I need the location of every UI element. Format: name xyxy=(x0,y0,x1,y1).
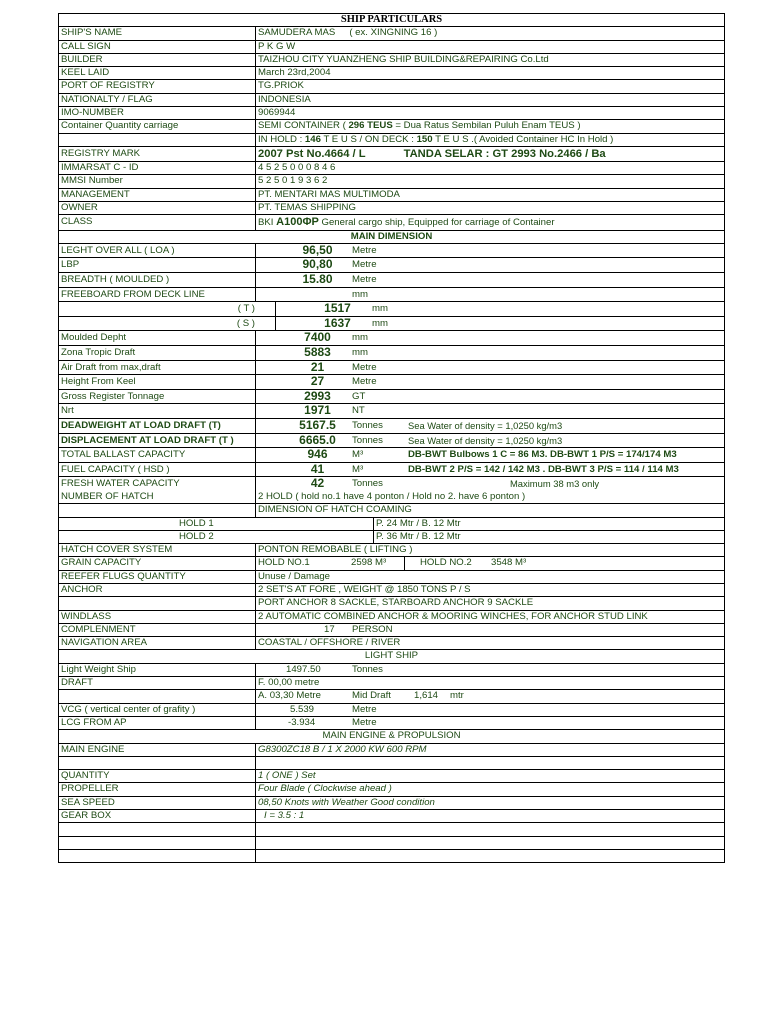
dimension-label: Nrt xyxy=(59,404,256,418)
reefer-label: REEFER FLUGS QUANTITY xyxy=(59,571,256,583)
dimension-value: 15.80 xyxy=(302,273,333,287)
registry-value: 2007 Pst No.4664 / L xyxy=(258,147,366,160)
draft-forward: F. 00,00 metre xyxy=(258,677,320,689)
hatch-number-label: NUMBER OF HATCH xyxy=(59,491,256,503)
engine-heading-row xyxy=(59,730,724,743)
call-sign-label: CALL SIGN xyxy=(59,41,256,53)
lcg-row xyxy=(59,717,724,730)
dimension-label: BREADTH ( MOULDED ) xyxy=(59,273,256,287)
dimension-unit: NT xyxy=(352,405,365,417)
keel-value: March 23rd,2004 xyxy=(258,67,331,79)
propeller-label: PROPELLER xyxy=(59,783,256,795)
mid-draft-label: Mid Draft xyxy=(352,690,391,702)
dimension-row xyxy=(59,434,724,449)
deck-num: 150 xyxy=(416,133,433,145)
vcg-value: 5.539 xyxy=(290,703,315,715)
windlass-row xyxy=(59,611,724,624)
builder-row xyxy=(59,54,724,67)
dimension-unit: Tonnes xyxy=(352,419,383,431)
dimension-row xyxy=(59,273,724,288)
windlass-label: WINDLASS xyxy=(59,611,256,623)
inmarsat-value: 4 5 2 5 0 0 0 8 4 6 xyxy=(258,162,336,174)
dimension-label: LEGHT OVER ALL ( LOA ) xyxy=(59,244,256,258)
light-weight-row xyxy=(59,664,724,677)
vcg-label: VCG ( vertical center of grafity ) xyxy=(59,704,256,716)
lcg-value: -3.934 xyxy=(288,716,316,728)
dimension-value: 96,50 xyxy=(302,243,333,257)
dimension-row xyxy=(59,448,724,463)
grain-capacity-row xyxy=(59,557,724,570)
dimension-value: 6665.0 xyxy=(299,433,336,447)
complement-row xyxy=(59,624,724,637)
hatch-cover-label: HATCH COVER SYSTEM xyxy=(59,544,256,556)
dimension-row xyxy=(59,317,724,332)
dimension-note: Sea Water of density = 1,0250 kg/m3 xyxy=(408,434,563,446)
light-ship-heading: LIGHT SHIP xyxy=(364,650,419,662)
quantity-value: 1 ( ONE ) Set xyxy=(258,770,316,782)
draft-row xyxy=(59,677,724,690)
grain-divider xyxy=(404,557,405,569)
dimension-unit: Metre xyxy=(352,259,377,271)
draft-aft: A. 03,30 Metre xyxy=(258,690,321,702)
hatch-cover-value: PONTON REMOBABLE ( LIFTING ) xyxy=(258,544,413,556)
anchor-value-2: PORT ANCHOR 8 SACKLE, STARBOARD ANCHOR 9 SACKLE xyxy=(258,597,534,609)
reefer-row xyxy=(59,571,724,584)
lcg-unit: Metre xyxy=(352,716,377,728)
ship-name-value: SAMUDERA MAS xyxy=(258,27,336,39)
windlass-value: 2 AUTOMATIC COMBINED ANCHOR & MOORING WINCHES, FOR ANCHOR STUD LINK xyxy=(258,610,648,622)
ship-name-ex: ( ex. XINGNING 16 ) xyxy=(349,27,438,39)
port-label: PORT OF REGISTRY xyxy=(59,80,256,92)
hatch-cover-row xyxy=(59,544,724,557)
hold1-value: P. 24 Mtr / B. 12 Mtr xyxy=(376,517,461,529)
hold-pre: IN HOLD : xyxy=(258,133,303,145)
call-sign-row xyxy=(59,41,724,54)
inmarsat-row xyxy=(59,162,724,175)
dimension-unit: M³ xyxy=(352,449,364,461)
dimension-row xyxy=(59,404,724,419)
vcg-unit: Metre xyxy=(352,703,377,715)
dimension-value: 42 xyxy=(310,477,325,491)
complement-unit: PERSON xyxy=(352,623,393,635)
builder-value: TAIZHOU CITY YUANZHENG SHIP BUILDING&REPAIRING Co.Ltd xyxy=(258,53,549,65)
dimension-unit: mm xyxy=(352,288,368,300)
mid-draft-unit: mtr xyxy=(450,690,464,702)
navigation-row xyxy=(59,637,724,650)
builder-label: BUILDER xyxy=(59,54,256,66)
dimension-value: 2993 xyxy=(304,389,331,403)
blank-row xyxy=(59,757,724,770)
class-code: A100ΦP xyxy=(276,216,319,229)
dimension-value: 41 xyxy=(310,462,325,476)
management-value: PT. MENTARI MAS MULTIMODA xyxy=(258,188,400,200)
dimension-value: 1637 xyxy=(324,316,351,330)
grain-hold2-value: 3548 M³ xyxy=(491,557,527,569)
container-label: Container Quantity carriage xyxy=(59,120,256,132)
hatch-coaming-row xyxy=(59,504,724,517)
dimension-value: 5883 xyxy=(304,345,331,359)
dimension-row xyxy=(59,288,724,303)
dimension-row xyxy=(59,477,724,491)
dimension-unit: Metre xyxy=(352,361,377,373)
dimension-label: Height From Keel xyxy=(59,375,256,389)
dimension-label: Gross Register Tonnage xyxy=(59,390,256,404)
draft-aft-row xyxy=(59,690,724,703)
dimension-unit: M³ xyxy=(352,463,364,475)
dimension-label: Zona Tropic Draft xyxy=(59,346,256,360)
dimension-row xyxy=(59,258,724,273)
dimension-note: Sea Water of density = 1,0250 kg/m3 xyxy=(408,419,563,431)
main-dimension-heading-row xyxy=(59,231,724,244)
dimension-label: ( S ) xyxy=(59,317,276,331)
dimension-row xyxy=(59,244,724,259)
quantity-label: QUANTITY xyxy=(59,770,256,782)
keel-label: KEEL LAID xyxy=(59,67,256,79)
main-engine-row xyxy=(59,744,724,757)
complement-label: COMPLENMENT xyxy=(59,624,256,636)
flag-value: INDONESIA xyxy=(258,93,311,105)
dimension-note: Maximum 38 m3 only xyxy=(510,478,600,490)
dimension-label: FRESH WATER CAPACITY xyxy=(59,477,256,491)
mmsi-value: 5 2 5 0 1 9 3 6 2 xyxy=(258,175,328,187)
dimension-row xyxy=(59,302,724,317)
container-pre: SEMI CONTAINER ( xyxy=(258,120,346,132)
management-label: MANAGEMENT xyxy=(59,189,256,201)
hold-mid: T E U S / ON DECK : xyxy=(323,133,414,145)
hatch-number-row xyxy=(59,491,724,504)
blank-row xyxy=(59,823,724,836)
dimension-row xyxy=(59,390,724,405)
registry-row xyxy=(59,147,724,162)
propeller-row xyxy=(59,783,724,796)
class-post: General cargo ship, Equipped for carriage of Container xyxy=(321,217,555,229)
navigation-label: NAVIGATION AREA xyxy=(59,637,256,649)
dimension-row xyxy=(59,346,724,361)
dimension-unit: mm xyxy=(372,317,388,329)
hold2-label: HOLD 2 xyxy=(59,531,374,543)
container-row xyxy=(59,120,724,133)
sea-speed-row xyxy=(59,797,724,810)
dimension-value: 5167.5 xyxy=(299,418,336,432)
dimension-label: Moulded Depht xyxy=(59,331,256,345)
dimension-label: FUEL CAPACITY ( HSD ) xyxy=(59,463,256,477)
lcg-label: LCG FROM AP xyxy=(59,717,256,729)
quantity-row xyxy=(59,770,724,783)
class-row xyxy=(59,215,724,230)
dimension-label: ( T ) xyxy=(59,302,276,316)
class-label: CLASS xyxy=(59,215,256,229)
dimension-label: DISPLACEMENT AT LOAD DRAFT (T ) xyxy=(59,434,256,448)
mmsi-label: MMSI Number xyxy=(59,175,256,187)
dimension-value: 7400 xyxy=(304,331,331,345)
dimension-row xyxy=(59,361,724,376)
hold2-value: P. 36 Mtr / B. 12 Mtr xyxy=(376,530,461,542)
imo-label: IMO-NUMBER xyxy=(59,107,256,119)
light-weight-label: Light Weight Ship xyxy=(59,664,256,676)
hold1-label: HOLD 1 xyxy=(59,518,374,530)
dimension-value: 946 xyxy=(307,448,328,462)
port-value: TG.PRIOK xyxy=(258,80,304,92)
flag-label: NATIONALTY / FLAG xyxy=(59,94,256,106)
gear-box-label: GEAR BOX xyxy=(59,810,256,822)
hatch-coaming-value: DIMENSION OF HATCH COAMING xyxy=(258,504,412,516)
dimension-unit: mm xyxy=(372,303,388,315)
page-title: SHIP PARTICULARS xyxy=(340,14,443,25)
container-post: = Dua Ratus Sembilan Puluh Enam TEUS ) xyxy=(395,120,581,132)
dimension-label: LBP xyxy=(59,258,256,272)
mid-draft-value: 1,614 xyxy=(414,690,439,702)
dimension-value: 27 xyxy=(310,375,325,389)
hatch-number-value: 2 HOLD ( hold no.1 have 4 ponton / Hold no 2. have 6 ponton ) xyxy=(258,490,526,502)
dimension-note: DB-BWT 2 P/S = 142 / 142 M3 . DB-BWT 3 P/S = 114 / 114 M3 xyxy=(408,463,679,475)
hold-num: 146 xyxy=(304,133,321,145)
dimension-label: TOTAL BALLAST CAPACITY xyxy=(59,448,256,462)
dimension-row xyxy=(59,331,724,346)
dimension-unit: Tonnes xyxy=(352,434,383,446)
container-teus: 296 TEUS xyxy=(348,120,393,132)
dimension-note: DB-BWT Bulbows 1 C = 86 M3. DB-BWT 1 P/S = 174/174 M3 xyxy=(408,449,677,461)
tanda-selar-value: TANDA SELAR : GT 2993 No.2466 / Ba xyxy=(403,147,606,160)
management-row xyxy=(59,189,724,202)
dimension-value: 1971 xyxy=(304,404,331,418)
ship-particulars-table xyxy=(58,13,725,863)
anchor-label: ANCHOR xyxy=(59,584,256,596)
grain-hold1-value: 2598 M³ xyxy=(351,557,387,569)
gear-box-value: I = 3.5 : 1 xyxy=(264,810,305,822)
anchor-row xyxy=(59,584,724,597)
grain-hold1-label: HOLD NO.1 xyxy=(258,557,310,569)
owner-row xyxy=(59,202,724,215)
imo-value: 9069944 xyxy=(258,107,296,119)
gear-box-row xyxy=(59,810,724,823)
port-row xyxy=(59,80,724,93)
main-dimension-rows xyxy=(59,244,724,491)
grain-hold2-label: HOLD NO.2 xyxy=(420,557,472,569)
mmsi-row xyxy=(59,175,724,188)
light-weight-unit: Tonnes xyxy=(352,663,383,675)
navigation-value: COASTAL / OFFSHORE / RIVER xyxy=(258,637,401,649)
blank-row xyxy=(59,837,724,850)
owner-value: PT. TEMAS SHIPPING xyxy=(258,202,356,214)
dimension-label: FREEBOARD FROM DECK LINE xyxy=(59,288,256,302)
main-dimension-heading: MAIN DIMENSION xyxy=(350,230,433,242)
anchor-value: 2 SET'S AT FORE , WEIGHT @ 1850 TONS P / S xyxy=(258,584,471,595)
ship-name-label: SHIP'S NAME xyxy=(59,27,256,39)
dimension-unit: Tonnes xyxy=(352,478,383,490)
hold2-row xyxy=(59,531,724,544)
propeller-value: Four Blade ( Clockwise ahead ) xyxy=(258,783,392,795)
imo-row xyxy=(59,107,724,120)
dimension-unit: Metre xyxy=(352,376,377,388)
blank-row xyxy=(59,850,724,862)
dimension-label: DEADWEIGHT AT LOAD DRAFT (T) xyxy=(59,419,256,433)
dimension-unit: GT xyxy=(352,390,366,402)
draft-label: DRAFT xyxy=(59,677,256,689)
dimension-unit: Metre xyxy=(352,244,377,256)
dimension-unit: Metre xyxy=(352,274,377,286)
dimension-value: 90,80 xyxy=(302,258,333,272)
main-engine-value: G8300ZC18 B / 1 X 2000 KW 600 RPM xyxy=(258,743,427,755)
reefer-value: Unuse / Damage xyxy=(258,570,330,582)
keel-row xyxy=(59,67,724,80)
grain-capacity-label: GRAIN CAPACITY xyxy=(59,557,256,569)
ship-name-row xyxy=(59,27,724,40)
dimension-row xyxy=(59,375,724,390)
engine-heading: MAIN ENGINE & PROPULSION xyxy=(322,730,461,742)
light-weight-value: 1497.50 xyxy=(286,663,321,675)
hold-deck-row xyxy=(59,134,724,147)
dimension-value: 21 xyxy=(310,360,325,374)
dimension-label: Air Draft from max,draft xyxy=(59,361,256,375)
registry-label: REGISTRY MARK xyxy=(59,147,256,161)
flag-row xyxy=(59,94,724,107)
dimension-row xyxy=(59,419,724,434)
dimension-value: 1517 xyxy=(324,302,351,316)
class-pre: BKI xyxy=(258,217,274,229)
anchor-row-2 xyxy=(59,597,724,610)
light-ship-heading-row xyxy=(59,650,724,663)
hold-post: T E U S .( Avoided Container HC In Hold ) xyxy=(435,133,614,145)
main-engine-label: MAIN ENGINE xyxy=(59,744,256,756)
call-sign-value: P K G W xyxy=(258,40,296,52)
inmarsat-label: IMMARSAT C - ID xyxy=(59,162,256,174)
dimension-unit: mm xyxy=(352,346,368,358)
complement-num: 17 xyxy=(324,623,335,635)
vcg-row xyxy=(59,704,724,717)
sea-speed-label: SEA SPEED xyxy=(59,797,256,809)
sea-speed-value: 08,50 Knots with Weather Good condition xyxy=(258,796,435,808)
title-row xyxy=(59,14,724,27)
owner-label: OWNER xyxy=(59,202,256,214)
hold1-row xyxy=(59,518,724,531)
dimension-unit: mm xyxy=(352,332,368,344)
dimension-row xyxy=(59,463,724,478)
